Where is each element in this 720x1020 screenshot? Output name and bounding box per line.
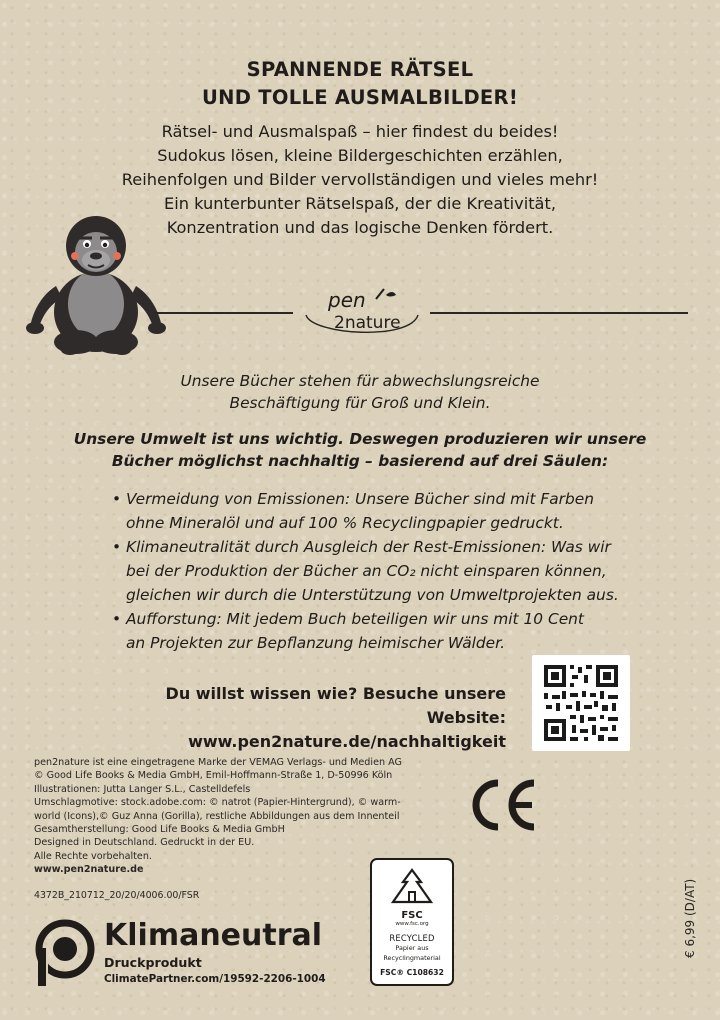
headline (0, 56, 720, 112)
imprint-line: Umschlagmotive: stock.adobe.com: © natrot (Papier-Hintergrund), © warm- (34, 797, 401, 809)
headline-line-2: UND TOLLE AUSMALBILDER! (201, 86, 519, 109)
imprint-line: Illustrationen: Jutta Langer S.L., Castelldefels (34, 783, 251, 795)
climate-neutral-subtitle: Druckprodukt (104, 955, 202, 970)
list-item-line: • Vermeidung von Emissionen: Unsere Bücher sind mit Farben (126, 490, 594, 508)
environment-line: Unsere Umwelt ist uns wichtig. Deswegen produzieren wir unsere (73, 430, 647, 448)
price-label: € 6,99 (D/AT) (683, 878, 697, 958)
imprint (34, 756, 414, 877)
website-callout (100, 682, 506, 754)
intro-line: Reihenfolgen und Bilder vervollständigen und vieles mehr! (121, 170, 599, 189)
qr-code-icon (532, 655, 630, 751)
list-item-line: ohne Mineralöl und auf 100 % Recyclingpapier gedruckt. (126, 514, 564, 532)
fsc-label (370, 858, 454, 986)
imprint-line: © Good Life Books & Media GmbH, Emil-Hoffmann-Straße 1, D-50996 Köln (34, 770, 393, 782)
intro-line: Sudokus lösen, kleine Bildergeschichten erzählen, (157, 146, 563, 165)
fsc-sub-1: Papier aus (395, 944, 429, 952)
article-code: 4372B_210712_20/20/4006.00/FSR (34, 890, 200, 901)
divider-line-right (430, 312, 688, 314)
list-item-line: • Aufforstung: Mit jedem Buch beteiligen wir uns mit 10 Cent (126, 610, 584, 628)
imprint-line: Designed in Deutschland. Gedruckt in der EU. (34, 837, 255, 849)
price-wrapper (683, 878, 705, 959)
environment-statement (60, 428, 660, 472)
imprint-line: Alle Rechte vorbehalten. (34, 850, 152, 862)
environment-line: Bücher möglichst nachhaltig – basierend auf drei Säulen: (111, 452, 609, 470)
list-item-line: gleichen wir durch die Unterstützung von Umweltprojekten aus. (126, 586, 619, 604)
imprint-website[interactable]: www.pen2nature.de (34, 864, 144, 876)
headline-line-1: SPANNENDE RÄTSEL (246, 58, 474, 81)
climate-neutral-title: Klimaneutral (104, 918, 323, 953)
pen2nature-logo (300, 285, 425, 343)
logo-text-2nature: 2nature (334, 313, 401, 333)
website-question: Du willst wissen wie? Besuche unsere Website: (165, 684, 506, 727)
qr-code[interactable] (532, 655, 630, 751)
ce-mark-text: CE (470, 778, 472, 779)
list-item (112, 607, 672, 655)
fsc-site: www.fsc.org (395, 921, 429, 927)
intro-line: Ein kunterbunter Rätselspaß, der die Kreativität, (164, 194, 556, 213)
list-item-line: bei der Produktion der Bücher an CO₂ nicht einsparen können, (126, 562, 607, 580)
divider-line-left (155, 312, 293, 314)
fsc-recycled: RECYCLED (389, 933, 435, 943)
imprint-line: Gesamtherstellung: Good Life Books & Media GmbH (34, 824, 285, 836)
list-item (112, 535, 672, 607)
gorilla-illustration (26, 216, 166, 358)
list-item (112, 487, 672, 535)
imprint-line: pen2nature ist eine eingetragene Marke der VEMAG Verlags- und Medien AG (34, 757, 402, 768)
tagline (60, 370, 660, 414)
climate-partner-link[interactable]: ClimatePartner.com/19592-2206-1004 (104, 973, 326, 985)
intro-line: Konzentration und das logische Denken fördert. (166, 218, 554, 237)
climate-partner-icon (34, 918, 96, 986)
ce-mark-icon (470, 778, 540, 832)
list-item-line: an Projekten zur Bepflanzung heimischer Wälder. (126, 634, 505, 652)
intro-line: Rätsel- und Ausmalspaß – hier findest du beides! (161, 122, 559, 141)
website-link[interactable]: www.pen2nature.de/nachhaltigkeit (188, 732, 506, 751)
fsc-tree-icon (389, 866, 435, 906)
fsc-brand: FSC (401, 910, 423, 921)
tagline-line: Beschäftigung für Groß und Klein. (229, 394, 491, 412)
imprint-line: world (Icons),© Guz Anna (Gorilla), restliche Abbildungen aus dem Innenteil (34, 810, 400, 822)
list-item-line: • Klimaneutralität durch Ausgleich der Rest-Emissionen: Was wir (126, 538, 611, 556)
tagline-line: Unsere Bücher stehen für abwechslungsreiche (180, 372, 540, 390)
fsc-code: FSC® C108632 (380, 968, 444, 978)
sustainability-list (112, 487, 672, 655)
logo-text-pen: pen (328, 288, 366, 312)
fsc-sub-2: Recyclingmaterial (383, 953, 441, 962)
